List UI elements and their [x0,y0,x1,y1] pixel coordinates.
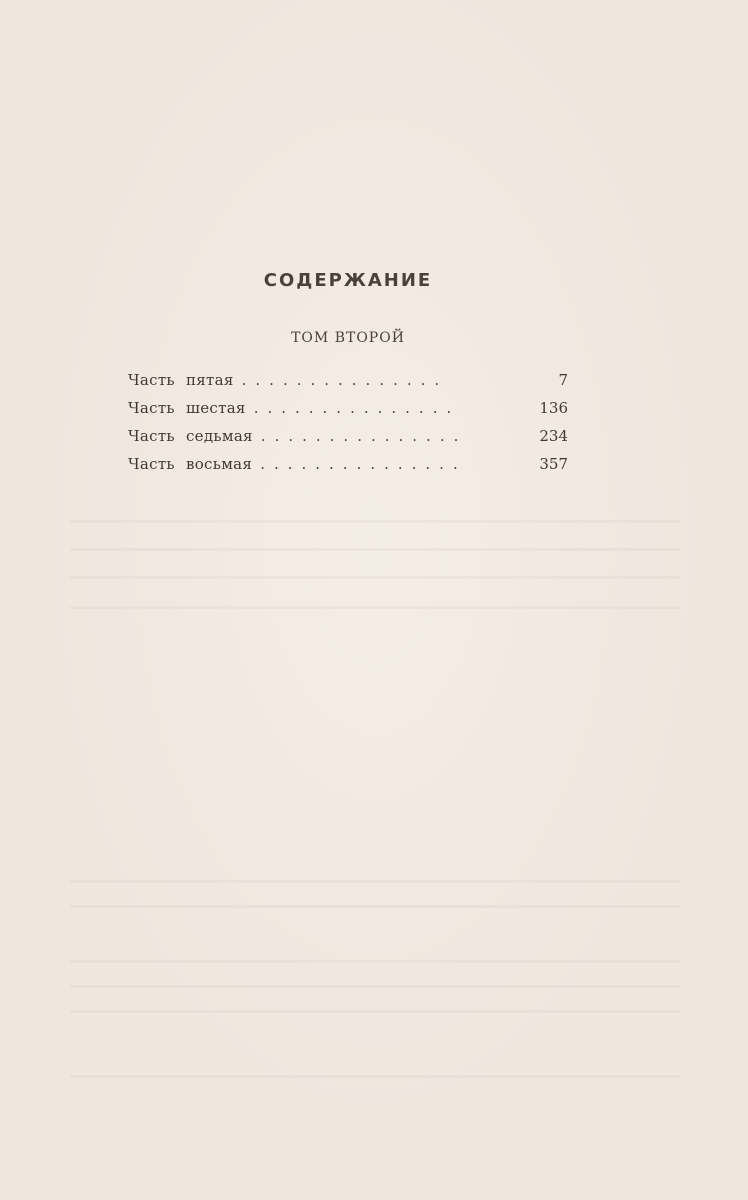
bleed-through-line [70,520,680,523]
toc-entry-list [128,370,568,482]
toc-entry-page-number: 357 [539,455,568,473]
bleed-through-line [70,960,680,963]
toc-entry-title: Часть пятая [128,371,234,389]
toc-entry [128,398,568,426]
bleed-through-line [70,880,680,883]
toc-entry [128,426,568,454]
toc-entry [128,370,568,398]
toc-entry-page-number: 234 [539,427,568,445]
toc-entry-page-number: 136 [539,399,568,417]
dot-leader: ............... [260,427,468,445]
toc-entry-title: Часть восьмая [128,455,253,473]
bleed-through-line [70,576,680,579]
toc-entry [128,454,568,482]
volume-subheading: ТОМ ВТОРОЙ [291,330,405,346]
bleed-through-line [70,548,680,551]
dot-leader: ............... [241,371,449,389]
table-of-contents [128,268,568,482]
toc-entry-title: Часть шестая [128,399,246,417]
dot-leader: ............... [253,399,461,417]
bleed-through-line [70,606,680,609]
bleed-through-line [70,1075,680,1078]
bleed-through-line [70,1010,680,1013]
toc-heading: СОДЕРЖАНИЕ [263,270,433,291]
dot-leader: ............... [260,455,467,473]
bleed-through-line [70,985,680,988]
toc-entry-page-number: 7 [558,371,568,389]
toc-entry-title: Часть седьмая [128,427,253,445]
bleed-through-line [70,905,680,908]
